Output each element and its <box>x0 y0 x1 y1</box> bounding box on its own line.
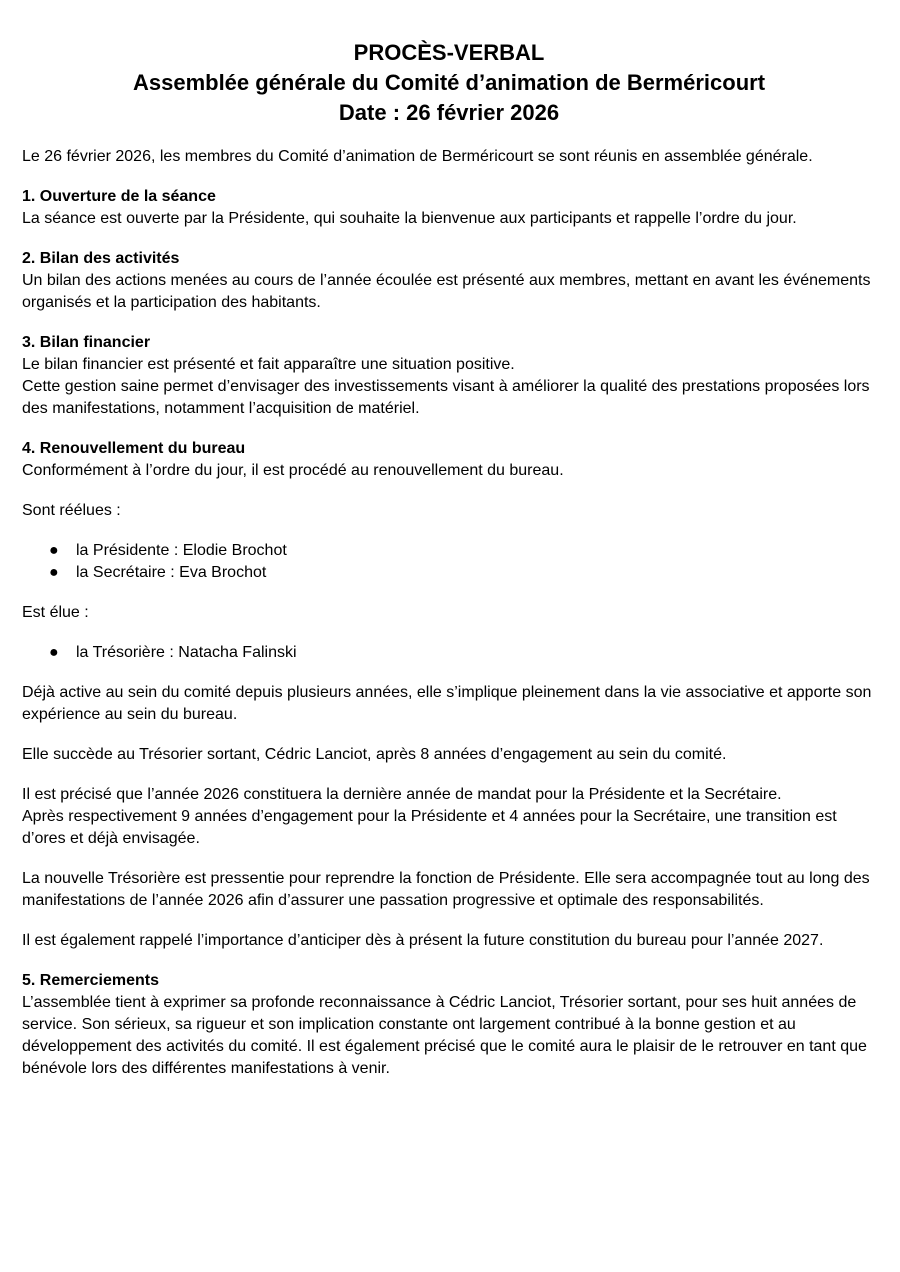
section-opening-text: La séance est ouverte par la Présidente, qui souhaite la bienvenue aux participants et rappelle l’ordre du jour. <box>22 210 797 227</box>
list-item <box>22 562 876 584</box>
section-opening <box>22 186 876 230</box>
reelected-list <box>22 540 876 584</box>
bullet-icon: ● <box>49 564 59 581</box>
section-activities-title: 2. Bilan des activités <box>22 250 180 267</box>
elected-list <box>22 642 876 664</box>
list-item <box>22 540 876 562</box>
section-finance-line2: Cette gestion saine permet d’envisager des investissements visant à améliorer la qualité des prestations proposées lors des manifestations, notamment l’acquisition de matériel. <box>22 378 870 417</box>
renewal-paragraph-4: La nouvelle Trésorière est pressentie pour reprendre la fonction de Présidente. Elle sera accompagnée tout au long des manifestations de l’année 2026 afin d’assurer une passation progressive et optimale des responsabilités. <box>22 870 870 909</box>
section-renewal <box>22 438 876 482</box>
renewal-paragraph-5: Il est également rappelé l’importance d’anticiper dès à présent la future constitution du bureau pour l’année 2027. <box>22 932 824 949</box>
renewal-paragraph-3 <box>22 784 876 850</box>
document-date: Date : 26 février 2026 <box>338 100 560 125</box>
section-finance-line1: Le bilan financier est présenté et fait apparaître une situation positive. <box>22 356 515 373</box>
document-title: PROCÈS-VERBAL <box>353 40 545 65</box>
section-thanks <box>22 970 876 1080</box>
document-header <box>22 38 876 128</box>
section-opening-title: 1. Ouverture de la séance <box>22 188 216 205</box>
intro-paragraph: Le 26 février 2026, les membres du Comité d’animation de Berméricourt se sont réunis en assemblée générale. <box>22 148 813 165</box>
reelected-label: Sont réélues : <box>22 502 121 519</box>
renewal-paragraph-1: Déjà active au sein du comité depuis plusieurs années, elle s’implique pleinement dans la vie associative et apporte son expérience au sein du bureau. <box>22 684 872 723</box>
section-thanks-text: L’assemblée tient à exprimer sa profonde reconnaissance à Cédric Lanciot, Trésorier sortant, pour ses huit années de service. Son sérieux, sa rigueur et son implication constante ont largement contribué à la bonne gestion et au développement des activités du comité. Il est également précisé que le comité aura le plaisir de le retrouver en tant que bénévole lors des différentes manifestations à venir. <box>22 994 867 1077</box>
section-thanks-title: 5. Remerciements <box>22 972 159 989</box>
elected-label: Est élue : <box>22 604 89 621</box>
section-finance-title: 3. Bilan financier <box>22 334 151 351</box>
section-renewal-text: Conformément à l’ordre du jour, il est procédé au renouvellement du bureau. <box>22 462 564 479</box>
renewal-paragraph-3-line1: Il est précisé que l’année 2026 constituera la dernière année de mandat pour la Présidente et la Secrétaire. <box>22 786 782 803</box>
section-renewal-title: 4. Renouvellement du bureau <box>22 440 246 457</box>
section-activities-text: Un bilan des actions menées au cours de l’année écoulée est présenté aux membres, mettant en avant les événements organisés et la participation des habitants. <box>22 272 871 311</box>
section-finance <box>22 332 876 420</box>
list-item <box>22 642 876 664</box>
document-body <box>22 146 876 1080</box>
document-subtitle: Assemblée générale du Comité d’animation de Berméricourt <box>132 70 766 95</box>
renewal-paragraph-2: Elle succède au Trésorier sortant, Cédric Lanciot, après 8 années d’engagement au sein du comité. <box>22 746 727 763</box>
reelected-member: la Secrétaire : Eva Brochot <box>76 564 267 581</box>
renewal-paragraph-3-line2: Après respectivement 9 années d’engagement pour la Présidente et 4 années pour la Secrétaire, une transition est d’ores et déjà envisagée. <box>22 808 837 847</box>
elected-member: la Trésorière : Natacha Falinski <box>76 644 297 661</box>
bullet-icon: ● <box>49 644 59 661</box>
bullet-icon: ● <box>49 542 59 559</box>
section-activities <box>22 248 876 314</box>
reelected-member: la Présidente : Elodie Brochot <box>76 542 287 559</box>
